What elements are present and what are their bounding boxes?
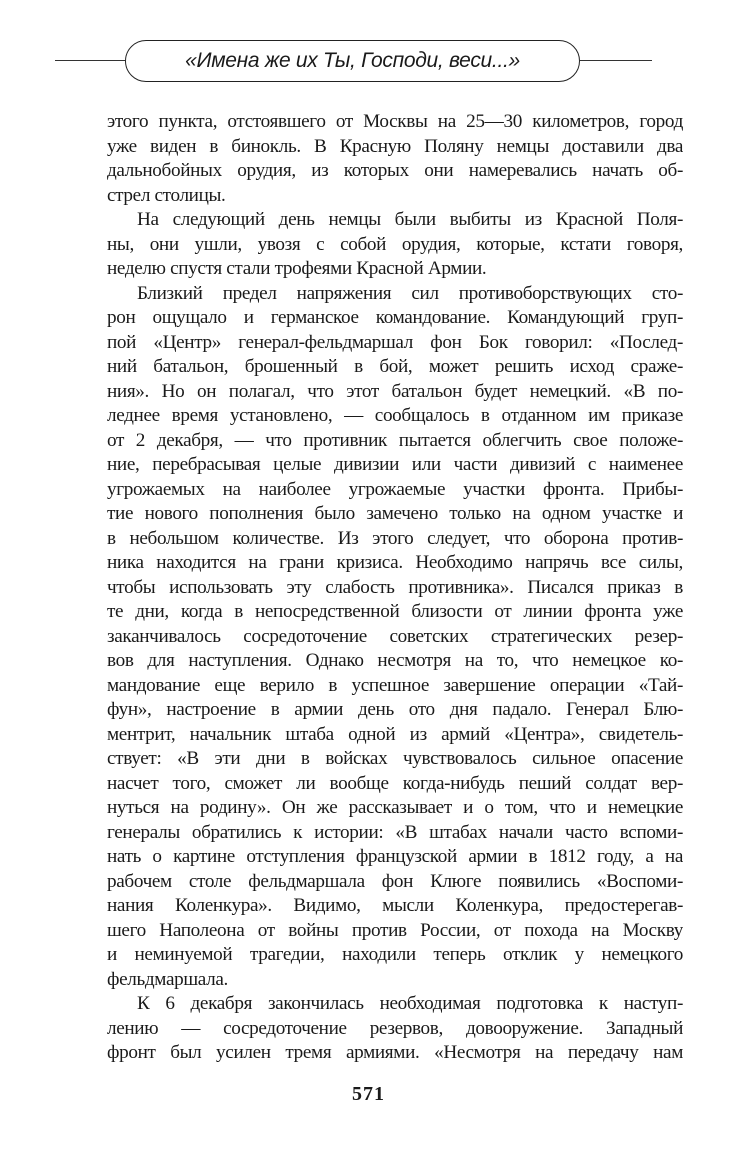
header-rule-left (55, 60, 125, 61)
text-line: нуться на родину». Он же рассказывает и о том, что и немецкие (107, 797, 683, 818)
text-line: фун», настроение в армии день ото дня падало. Генерал Блю- (107, 699, 683, 720)
text-line: угрожаемых на наиболее угрожаемые участки фронта. Прибы- (107, 478, 683, 500)
text-line: от 2 декабря, — что противник пытается облегчить свое положе- (107, 429, 683, 451)
header-rule-right (580, 60, 652, 61)
text-line: уже виден в бинокль. В Красную Поляну немцы доставили два (107, 135, 683, 157)
text-line: лению — сосредоточение резервов, довооружение. Западный (107, 1017, 683, 1039)
text-line: тие нового пополнения было замечено только на одном участке и (107, 503, 683, 524)
text-line: мандование еще верило в успешное завершение операции «Тай- (107, 674, 683, 696)
text-line: рон ощущало и германское командование. Командующий груп- (107, 307, 683, 328)
text-line: ние, перебрасывая целые дивизии или части дивизий с наименее (107, 454, 683, 475)
text-line: генералы обратились к истории: «В штабах начали часто вспоми- (107, 821, 683, 843)
text-line: дальнобойных орудия, из которых они намеревались начать об- (107, 160, 683, 181)
text-line: фельдмаршала. (107, 968, 228, 990)
text-line: леднее время установлено, — сообщалось в отданном им приказе (107, 405, 683, 426)
text-line: ний батальон, брошенный в бой, может решить исход сраже- (107, 356, 683, 377)
page-number: 571 (352, 1083, 385, 1105)
text-line: фронт был усилен тремя армиями. «Несмотря на передачу нам (107, 1042, 683, 1063)
header-title: «Имена же их Ты, Господи, веси...» (185, 49, 520, 72)
text-line: ния». Но он полагал, что этот батальон будет немецкий. «В по- (107, 380, 683, 402)
text-line: пой «Центр» генерал-фельдмаршал фон Бок говорил: «Послед- (107, 331, 683, 353)
text-line: стрел столицы. (107, 184, 226, 206)
text-line: нания Коленкура». Видимо, мысли Коленкура, предостерегав- (107, 895, 683, 916)
text-line: ника находится на грани кризиса. Необходимо напрячь все силы, (107, 552, 683, 573)
header-frame (125, 40, 580, 82)
text-line: вов для наступления. Однако несмотря на то, что немецкое ко- (107, 650, 683, 671)
text-line: ментрит, начальник штаба одной из армий «Центра», свидетель- (107, 723, 683, 745)
text-line: рабочем столе фельдмаршала фон Клюге появились «Воспоми- (107, 870, 683, 892)
text-line: шего Наполеона от войны против России, от похода на Москву (107, 919, 683, 941)
text-line: ствует: «В эти дни в войсках чувствовалось сильное опасение (107, 748, 683, 769)
text-line: нать о картине отступления французской армии в 1812 году, а на (107, 846, 683, 867)
text-line: Близкий предел напряжения сил противоборствующих сто- (137, 282, 683, 304)
text-line: ны, они ушли, увозя с собой орудия, которые, кстати говоря, (107, 233, 683, 255)
text-line: неделю спустя стали трофеями Красной Армии. (107, 258, 487, 279)
text-line: и неминуемой трагедии, находили теперь отклик у немецкого (107, 944, 683, 965)
text-line: этого пункта, отстоявшего от Москвы на 25—30 километров, город (107, 111, 683, 132)
text-line: насчет того, сможет ли вообще когда-нибудь пеший солдат вер- (107, 772, 683, 794)
text-line: заканчивалось сосредоточение советских стратегических резер- (107, 625, 683, 647)
text-line: чтобы использовать эту слабость противника». Писался приказ в (107, 576, 683, 598)
page-body-text (107, 110, 683, 1066)
text-line: На следующий день немцы были выбиты из Красной Поля- (137, 209, 683, 230)
text-line: те дни, когда в непосредственной близости от линии фронта уже (107, 601, 683, 622)
text-line: в небольшом количестве. Из этого следует, что оборона против- (107, 527, 683, 549)
text-line: К 6 декабря закончилась необходимая подготовка к наступ- (137, 993, 683, 1014)
